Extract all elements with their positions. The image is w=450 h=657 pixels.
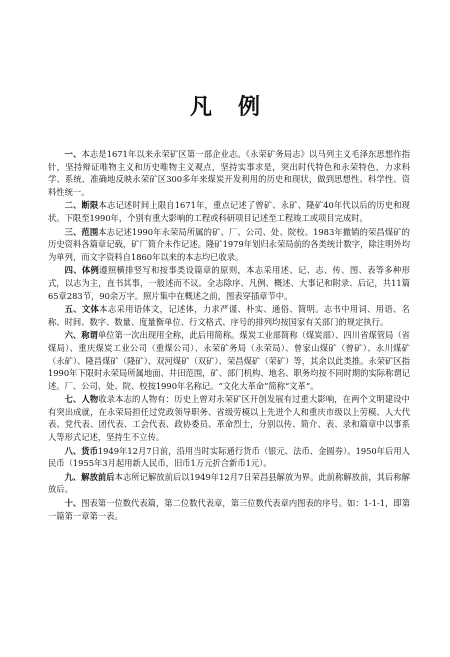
paragraph-title: 三、范围 [64, 226, 99, 237]
paragraph-text: 1949年12月7日前，沿用当时实际通行货币（银元、法币、金圆券）。1950年后用人民币（1955年3月起用新人民币，旧币1万元折合新币1元）。 [48, 445, 410, 469]
paragraph-4 [48, 264, 410, 302]
paragraph-6 [48, 329, 410, 392]
paragraph-text: 图表第一位数代表篇，第二位数代表章，第三位数代表章内图表的序号。如：1-1-1，即第一篇第一章第一表。 [48, 498, 410, 521]
paragraph-text: 本志采用语体文，记述体，力求严谨、朴实、通俗、简明。志书中用词、用语、名称、时间、数字、数量、度量衡单位、行文格式、序号的排列均按国家有关部门的规定执行。 [48, 304, 410, 327]
paragraph-8 [48, 445, 410, 470]
paragraph-text: 遵照横排竖写和按事类设篇章的原则，本志采用述、记、志、传、图、表等多种形式，以志为主，直书其事，一般述而不议。全志除序、凡例、概述、大事记和附录、后记，共11篇65章283节，90余万字。照片集中在概述之前，图表穿插章节中。 [48, 265, 410, 301]
paragraph-title: 九、解放前后 [64, 471, 115, 482]
paragraph-text: 本志是1671年以来永荣矿区第一部企业志。《永荣矿务局志》以马列主义毛泽东思想作指针，坚持辩证唯物主义和历史唯物主义观点，坚持实事求是，突出时代特色和永荣特色，力求科学、系统、准确地反映永荣矿区300多年来煤炭开发利用的历史和现状，做到思想性、科学性、资料性统一。 [48, 149, 410, 197]
document-body [48, 148, 410, 523]
paragraph-2 [48, 199, 410, 224]
paragraph-title: 五、文体 [64, 304, 100, 315]
paragraph-title: 一、 [64, 149, 82, 159]
paragraph-title: 八、货币 [64, 445, 98, 456]
paragraph-7 [48, 393, 410, 443]
page-title: 凡例 [189, 94, 286, 120]
paragraph-text: 本志记述时间上限自1671年，重点记述了曾矿、永矿、隆矿40年代以后的历史和现状。下限至1990年，个别有重大影响的工程或科研项目记述至工程竣工或项目完成时。 [48, 200, 410, 223]
paragraph-3 [48, 226, 410, 264]
paragraph-text: 单位第一次出现用全称，此后用简称。煤炭工业部简称（煤炭部）、四川省煤管局（省煤局）、重庆煤炭工业公司（重煤公司）、永荣矿务局（永荣局）、曾家山煤矿（曾矿）、永川煤矿（永矿）、隆昌煤矿（隆矿）、双河煤矿（双矿）、荣昌煤矿（荣矿）等，其余以此类推。永荣矿区指1990年下限时永荣局所属地面、井田范围，矿、部门机构、地名、职务均按不同时期的实际称谓记述。厂、公司、处、院、校按1990年名称记。“文化大革命”简称“文革”。 [48, 330, 410, 391]
paragraph-9 [48, 471, 410, 496]
paragraph-title: 十、 [64, 498, 82, 509]
paragraph-title: 四、体例 [64, 265, 100, 276]
paragraph-text: 本志所记解放前后以1949年12月7日荣昌县解放为界。此前称解放前，其后称解放后。 [48, 471, 410, 495]
paragraph-5 [48, 303, 410, 328]
paragraph-1 [48, 148, 410, 198]
paragraph-10 [48, 497, 410, 522]
paragraph-title: 七、人物 [64, 394, 99, 405]
paragraph-text: 收录本志的人物有：历史上曾对永荣矿区开创发展有过重大影响，在两个文明建设中有突出成就，在永荣局担任过党政领导职务、省级劳模以上先进个人和重庆市级以上劳模、人大代表、党代表、团代表、工会代表、政协委员、革命烈士，分别以传、简介、表、录和篇章中以事系人等形式记述，坚持生不立传。 [48, 394, 410, 443]
paragraph-text: 本志记述1990年永荣局所属的矿、厂、公司、处、院校。1983年撤销的荣昌煤矿的历史资料各篇章记载，矿厂简介未作记述。隆矿1979年划归永荣局前的各类统计数字，除注明外均为单列，而文字资料自1860年以来的本志均已收录。 [48, 226, 410, 262]
paragraph-title: 六、称谓 [64, 330, 98, 341]
paragraph-title: 二、断限 [64, 200, 99, 211]
